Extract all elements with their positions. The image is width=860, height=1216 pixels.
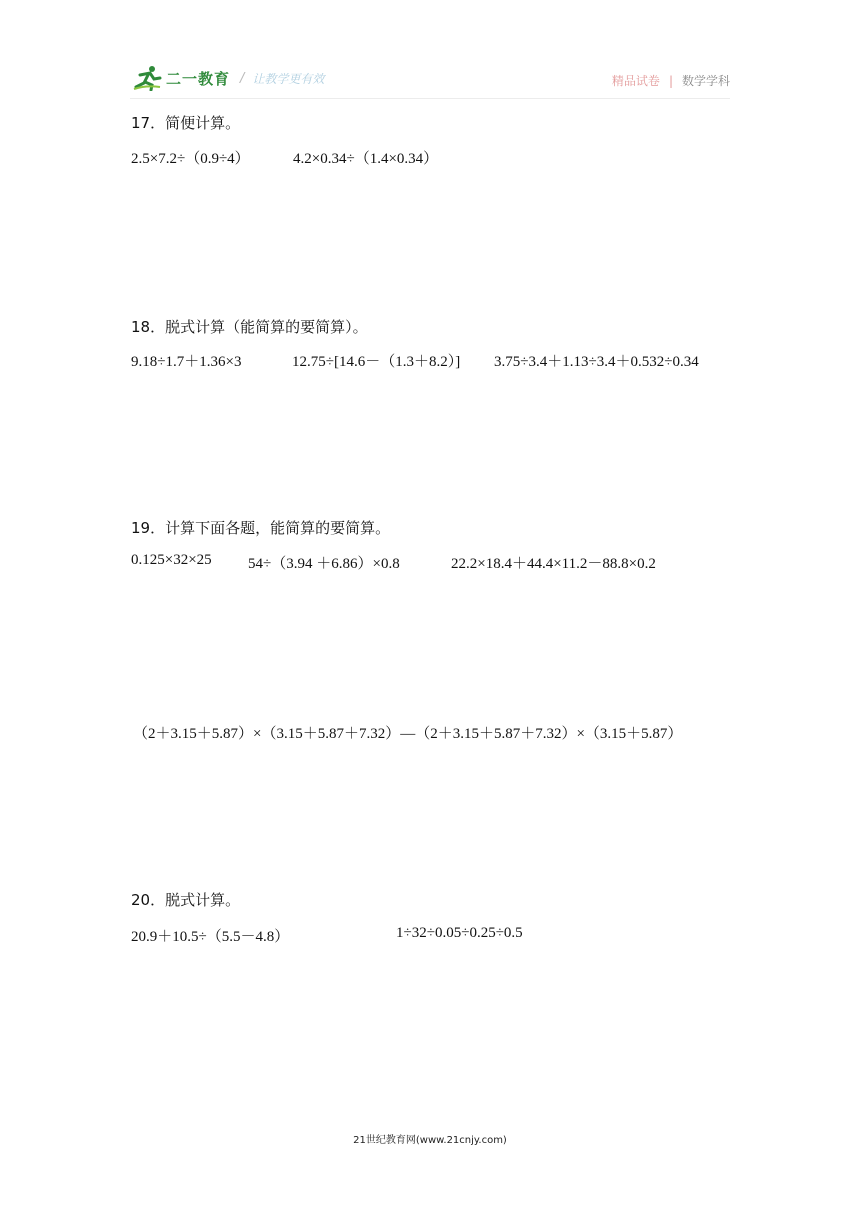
slogan: 让教学更有效 [252, 71, 325, 86]
question-19-expression-3: 22.2×18.4＋44.4×11.2－88.8×0.2 [451, 556, 656, 572]
question-19-expression-4: （2＋3.15＋5.87）×（3.15＋5.87＋7.32）—（2＋3.15＋5.87＋7.32）×（3.15＋5.87） [133, 726, 683, 742]
page-footer: 21世纪教育网(www.21cnjy.com) [353, 1135, 507, 1146]
header-divider [130, 98, 730, 99]
tag-separator: | [668, 73, 673, 88]
logo-text: 二一教育 [166, 69, 231, 88]
tag-subject: 数学学科 [681, 74, 730, 88]
slogan-separator: / [240, 70, 245, 86]
page-header [0, 0, 860, 100]
question-20-expression-1: 20.9＋10.5÷（5.5－4.8） [131, 929, 290, 945]
question-17-expression-2: 4.2×0.34÷（1.4×0.34） [293, 151, 439, 167]
running-person-icon [132, 65, 162, 91]
question-18-expression-2: 12.75÷[14.6－（1.3＋8.2）] [292, 354, 461, 370]
question-19-expression-2: 54÷（3.94 ＋6.86）×0.8 [248, 556, 400, 572]
question-19-title: 19．计算下面各题，能简算的要简算。 [131, 519, 391, 537]
question-17-expression-1: 2.5×7.2÷（0.9÷4） [131, 151, 250, 167]
question-17-title: 17．简便计算。 [131, 114, 241, 132]
question-18-expression-3: 3.75÷3.4＋1.13÷3.4＋0.532÷0.34 [494, 354, 699, 370]
question-20-title: 20．脱式计算。 [131, 891, 241, 909]
question-18-expression-1: 9.18÷1.7＋1.36×3 [131, 354, 242, 370]
logo [132, 64, 324, 92]
question-20-expression-2: 1÷32÷0.05÷0.25÷0.5 [396, 925, 523, 941]
question-18-title: 18．脱式计算（能简算的要简算）。 [131, 318, 368, 336]
tag-premium-paper: 精品试卷 [611, 74, 660, 88]
header-tags [612, 72, 730, 89]
question-19-expression-1: 0.125×32×25 [131, 552, 212, 568]
